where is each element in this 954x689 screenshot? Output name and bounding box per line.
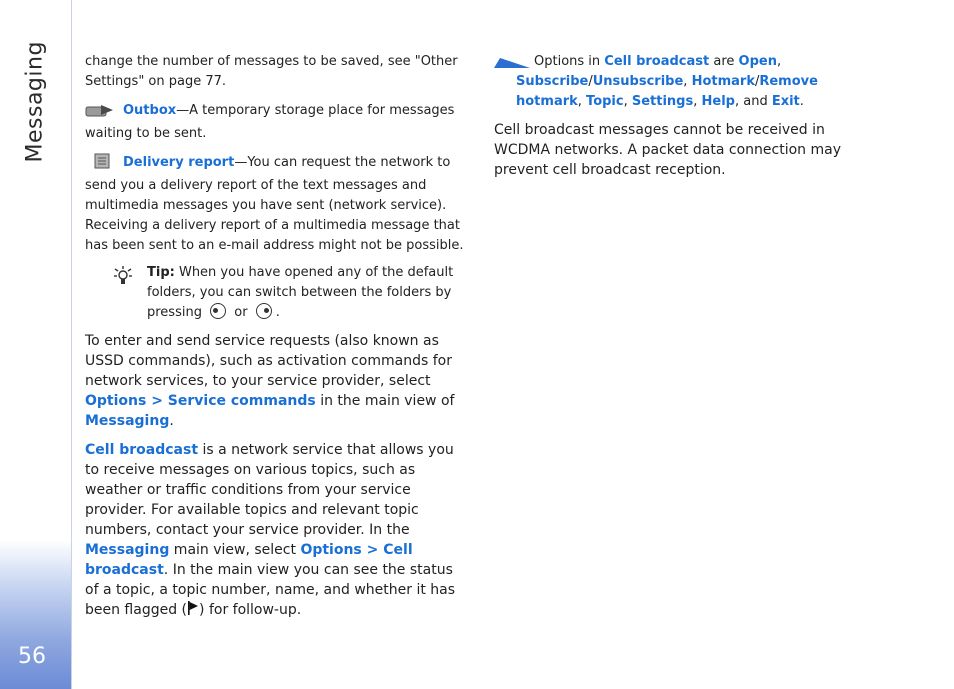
sidebar	[0, 0, 72, 689]
settings-option: Settings	[631, 94, 694, 109]
cell-broadcast-paragraph	[85, 440, 469, 622]
section-title-text: Messaging	[22, 41, 48, 163]
menu-indicator-icon	[494, 56, 530, 76]
options-text-2: are	[709, 54, 739, 69]
remove-hotmark-option: Remove hotmark	[516, 74, 818, 109]
page-number: 56	[18, 644, 46, 669]
cell-broadcast-menu-link: Cell broadcast	[604, 54, 710, 69]
tip-block	[85, 263, 469, 323]
help-option: Help	[701, 94, 735, 109]
outbox-label: Outbox	[123, 103, 177, 118]
cell-text-1: is a network service that allows you to receive messages on various topics, such as weather or traffic conditions from your service provider. For available topics and relevant topic numbers, contact your service provider. In the	[85, 442, 454, 538]
wcdma-paragraph: Cell broadcast messages cannot be received in WCDMA networks. A packet data connection may prevent cell broadcast reception.	[494, 122, 841, 178]
delivery-report-label: Delivery report	[123, 155, 235, 170]
joystick-right-icon	[256, 303, 272, 319]
tip-text: When you have opened any of the default folders, you can switch between the folders by pressing	[147, 265, 454, 320]
outbox-icon	[85, 103, 115, 124]
service-commands-paragraph	[85, 331, 469, 431]
options-cell-broadcast-link: Options > Cell broadcast	[85, 542, 413, 578]
tip-bulb-icon	[111, 263, 135, 294]
sep-slash-2: /	[754, 74, 760, 89]
options-end: .	[799, 94, 804, 109]
cell-text-3: . In the main view you can see the status of a topic, a topic number, name, and whether it has been flagged (	[85, 562, 456, 618]
options-paragraph	[494, 52, 874, 112]
service-text-3: .	[169, 413, 174, 429]
delivery-report-icon	[85, 153, 115, 176]
options-service-commands-link: Options > Service commands	[85, 393, 316, 409]
cell-broadcast-link: Cell broadcast	[85, 442, 199, 458]
right-column	[494, 52, 874, 180]
left-column	[85, 52, 469, 622]
options-text-1: Options in	[534, 54, 605, 69]
sep-3: ,	[577, 94, 587, 109]
sep-4: ,	[623, 94, 632, 109]
sep-2: ,	[683, 74, 692, 89]
service-text-2: in the main view of	[315, 393, 455, 409]
sep-slash-1: /	[588, 74, 593, 89]
service-text-1: To enter and send service requests (also known as USSD commands), such as activation commands for network services, to your service provider, select	[85, 333, 452, 389]
tip-or: or	[234, 305, 248, 320]
joystick-left-icon	[210, 303, 226, 319]
exit-option: Exit	[771, 94, 800, 109]
unsubscribe-option: Unsubscribe	[592, 74, 684, 89]
subscribe-option: Subscribe	[516, 74, 589, 89]
sep-5: ,	[693, 94, 702, 109]
outbox-text: —A temporary storage place for messages waiting to be sent.	[85, 103, 455, 141]
section-title	[0, 41, 71, 165]
paragraph-settings-ref: change the number of messages to be saved, see "Other Settings" on page 77.	[85, 54, 458, 89]
outbox-paragraph	[85, 101, 469, 144]
flag-icon	[187, 600, 199, 622]
cell-text-4: ) for follow-up.	[199, 602, 302, 618]
delivery-report-text: —You can request the network to send you a delivery report of the text messages and multimedia messages you have sent (network service). Receiving a delivery report of a multimedia message that has been sent to an e-mail address might not be possible.	[85, 155, 464, 253]
messaging-link-2: Messaging	[85, 542, 170, 558]
hotmark-option: Hotmark	[691, 74, 755, 89]
cell-text-2: main view, select	[169, 542, 301, 558]
tip-label: Tip:	[147, 265, 175, 280]
delivery-report-paragraph	[85, 153, 469, 256]
sep-and: , and	[734, 94, 772, 109]
messaging-link: Messaging	[85, 413, 170, 429]
open-option: Open	[738, 54, 777, 69]
tip-end: .	[275, 305, 280, 320]
topic-option: Topic	[586, 94, 624, 109]
sep-1: ,	[776, 54, 782, 69]
